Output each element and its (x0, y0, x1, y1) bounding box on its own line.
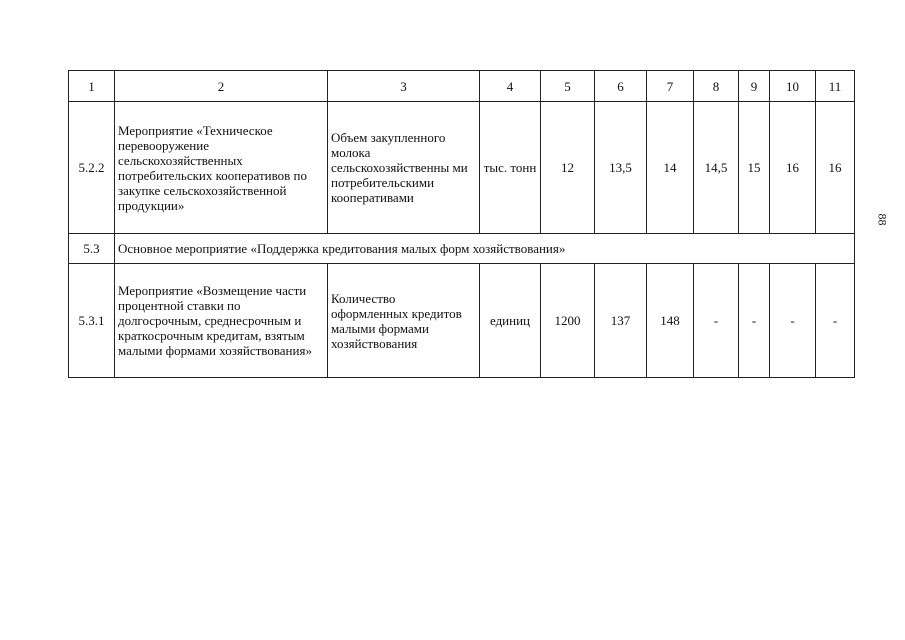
indicator-name: Объем закупленного молока сельскохозяйственны ми потребительскими кооперативами (328, 102, 480, 234)
row-number: 5.2.2 (69, 102, 115, 234)
value-cell: 13,5 (595, 102, 647, 234)
header-cell: 6 (595, 71, 647, 102)
table-header-row (69, 71, 855, 102)
value-cell: 14 (647, 102, 694, 234)
value-cell: - (694, 264, 739, 378)
value-cell: 1200 (541, 264, 595, 378)
unit: тыс. тонн (480, 102, 541, 234)
header-cell: 2 (115, 71, 328, 102)
header-cell: 8 (694, 71, 739, 102)
header-cell: 5 (541, 71, 595, 102)
value-cell: - (739, 264, 770, 378)
value-cell: 14,5 (694, 102, 739, 234)
event-name: Мероприятие «Возмещение части процентной ставки по долгосрочным, среднесрочным и краткосрочным кредитам, взятым малыми формами хозяйствования» (115, 264, 328, 378)
value-cell: - (770, 264, 816, 378)
value-cell: 137 (595, 264, 647, 378)
header-cell: 10 (770, 71, 816, 102)
header-cell: 1 (69, 71, 115, 102)
indicators-table (68, 70, 855, 378)
header-cell: 7 (647, 71, 694, 102)
header-cell: 11 (816, 71, 855, 102)
indicator-name: Количество оформленных кредитов малыми формами хозяйствования (328, 264, 480, 378)
table-row (69, 264, 855, 378)
value-cell: 16 (816, 102, 855, 234)
table-row (69, 234, 855, 264)
row-number: 5.3 (69, 234, 115, 264)
header-cell: 3 (328, 71, 480, 102)
header-cell: 4 (480, 71, 541, 102)
value-cell: 16 (770, 102, 816, 234)
value-cell: 148 (647, 264, 694, 378)
event-name: Мероприятие «Техническое перевооружение сельскохозяйственных потребительских кооперативов по закупке сельскохозяйственной продукции» (115, 102, 328, 234)
table-row (69, 102, 855, 234)
value-cell: 15 (739, 102, 770, 234)
value-cell: 12 (541, 102, 595, 234)
header-cell: 9 (739, 71, 770, 102)
row-number: 5.3.1 (69, 264, 115, 378)
page-number: 88 (875, 213, 890, 226)
value-cell: - (816, 264, 855, 378)
main-event-name: Основное мероприятие «Поддержка кредитования малых форм хозяйствования» (115, 234, 855, 264)
unit: единиц (480, 264, 541, 378)
